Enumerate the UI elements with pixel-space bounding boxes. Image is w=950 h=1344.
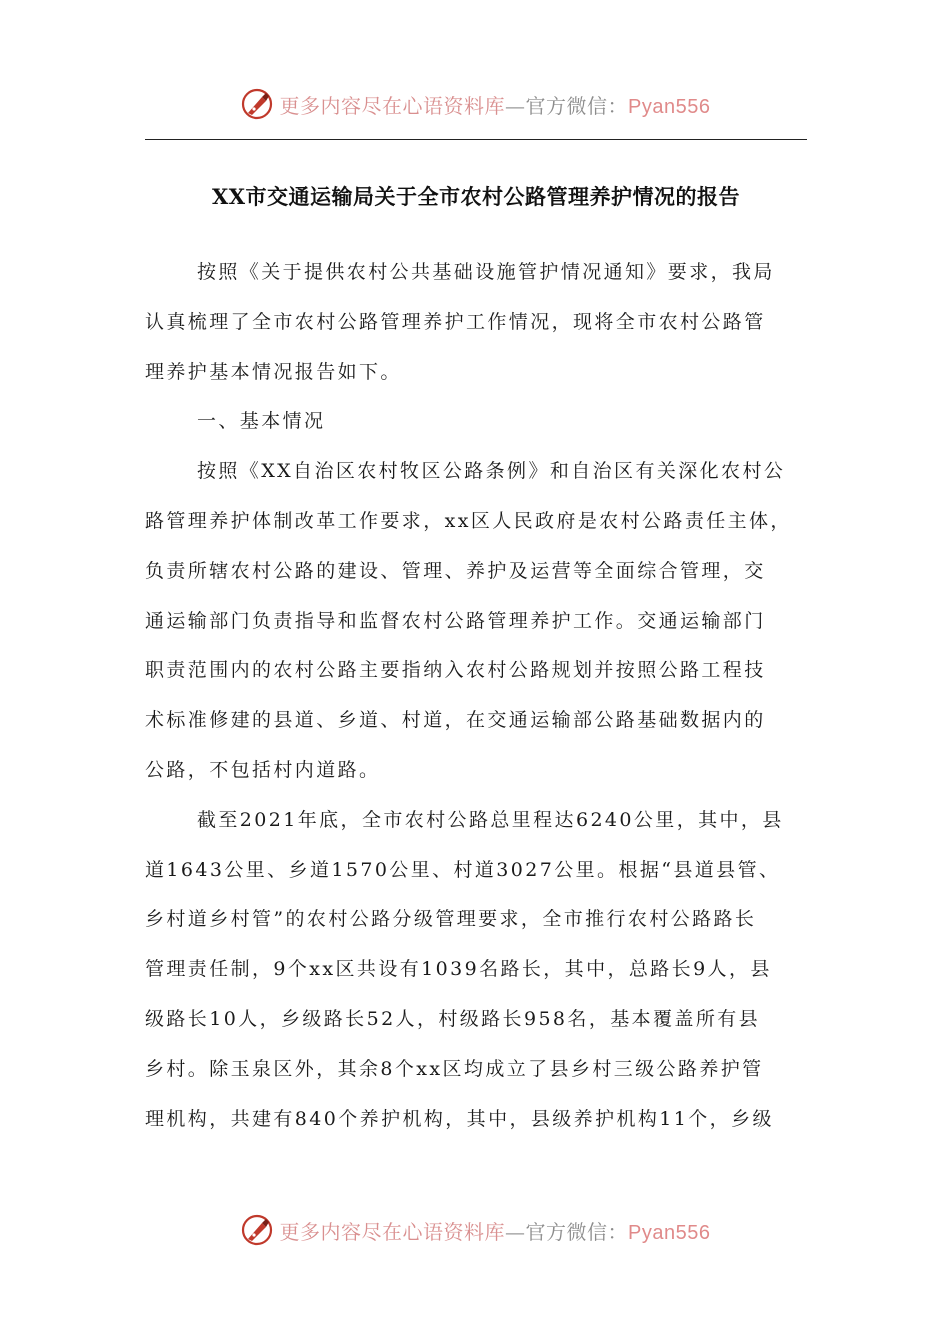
- watermark-separator: —: [505, 93, 526, 118]
- watermark-separator: —: [505, 1219, 526, 1244]
- watermark-label: 官方微信：: [525, 1219, 629, 1244]
- watermark-main: 更多内容尽在心语资料库: [279, 93, 506, 118]
- paragraph-line: 理养护基本情况报告如下。: [145, 360, 402, 383]
- watermark-id: Pyan556: [628, 1221, 711, 1244]
- watermark-text: [280, 1216, 711, 1245]
- paragraph-line: 职责范围内的农村公路主要指纳入农村公路规划并按照公路工程技: [145, 659, 766, 682]
- watermark-label: 官方微信：: [525, 93, 629, 118]
- paragraph-line: 管理责任制，9个xx区共设有1039名路长，其中，总路长9人，县: [145, 958, 772, 981]
- paragraph-line: 乡村道乡村管”的农村公路分级管理要求，全市推行农村公路路长: [145, 908, 757, 931]
- watermark-id: Pyan556: [628, 95, 711, 118]
- paragraph-line: 截至2021年底，全市农村公路总里程达6240公里，其中，县: [197, 808, 784, 831]
- paragraph-line: 理机构，共建有840个养护机构，其中，县级养护机构11个，乡级: [145, 1107, 774, 1130]
- paragraph-line: 负责所辖农村公路的建设、管理、养护及运营等全面综合管理，交: [145, 559, 766, 582]
- watermark-text: [280, 90, 711, 119]
- paragraph-line: 路管理养护体制改革工作要求，xx区人民政府是农村公路责任主体，: [145, 509, 792, 532]
- paragraph-line: 通运输部门负责指导和监督农村公路管理养护工作。交通运输部门: [145, 609, 766, 632]
- pen-nib-circle-icon: [240, 1213, 274, 1247]
- header-divider: [145, 139, 807, 140]
- footer-watermark: [0, 1210, 950, 1250]
- section-heading: 一、基本情况: [197, 410, 326, 433]
- paragraph-line: 级路长10人，乡级路长52人，村级路长958名，基本覆盖所有县: [145, 1007, 761, 1030]
- header-watermark: [0, 84, 950, 124]
- paragraph-line: 按照《XX自治区农村牧区公路条例》和自治区有关深化农村公: [197, 460, 786, 483]
- paragraph-line: 按照《关于提供农村公共基础设施管护情况通知》要求，我局: [197, 261, 775, 283]
- paragraph-line: 公路，不包括村内道路。: [145, 758, 381, 781]
- paragraph-line: 道1643公里、乡道1570公里、村道3027公里。根据“县道县管、: [145, 858, 781, 881]
- paragraph-line: 乡村。除玉泉区外，其余8个xx区均成立了县乡村三级公路养护管: [145, 1057, 764, 1080]
- pen-nib-circle-icon: [240, 87, 274, 121]
- paragraph-line: 认真梳理了全市农村公路管理养护工作情况，现将全市农村公路管: [145, 310, 766, 333]
- paragraph-line: 术标准修建的县道、乡道、村道，在交通运输部公路基础数据内的: [145, 709, 766, 732]
- document-title: XX市交通运输局关于全市农村公路管理养护情况的报告: [211, 184, 741, 209]
- watermark-main: 更多内容尽在心语资料库: [279, 1219, 506, 1244]
- document-body: [145, 248, 807, 1144]
